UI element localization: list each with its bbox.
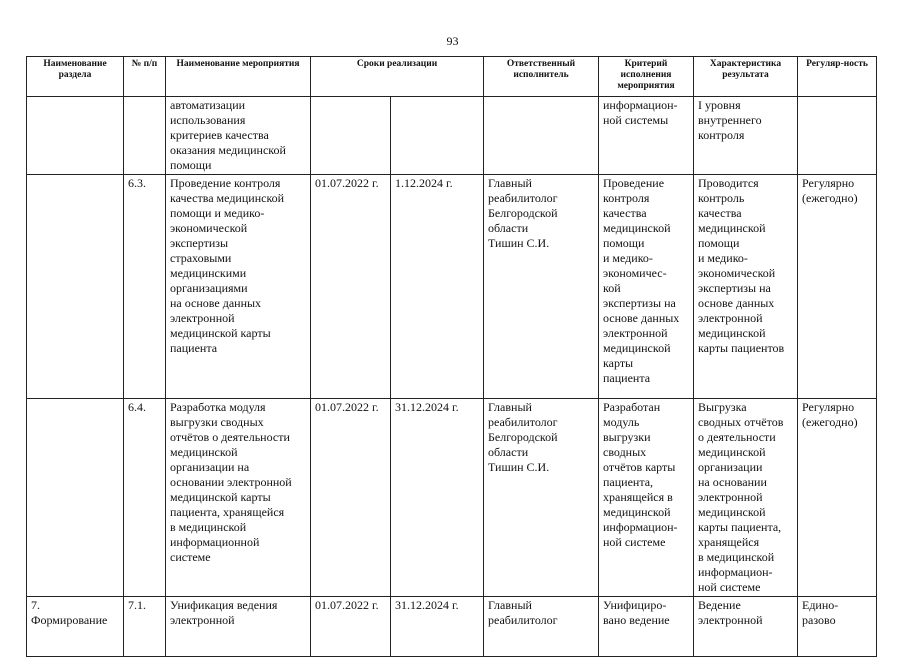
cell-end: 31.12.2024 г. [391,399,484,597]
cell-criterion: информацион- ной системы [599,97,694,175]
cell-criterion: Проведение контроля качества медицинской помощи и медико- экономичес- кой экспертизы на основе данных электронной медицинской карты пациента [599,175,694,399]
cell-regularity: Регулярно (ежегодно) [798,175,877,399]
cell-section [27,97,124,175]
cell-section [27,399,124,597]
header-section: Наименование раздела [27,57,124,97]
cell-end: 1.12.2024 г. [391,175,484,399]
cell-result: Выгрузка сводных отчётов о деятельности медицинской организации на основании электронной медицинской карты пациента, хранящейся в медицинской информацион- ной системе [694,399,798,597]
cell-end [391,97,484,175]
cell-event: автоматизации использования критериев качества оказания медицинской помощи [166,97,311,175]
cell-responsible: Главный реабилитолог Белгородской области Тишин С.И. [484,175,599,399]
header-responsible: Ответственный исполнитель [484,57,599,97]
cell-event: Разработка модуля выгрузки сводных отчётов о деятельности медицинской организации на основании электронной медицинской карты пациента, хранящейся в медицинской информационной системе [166,399,311,597]
table-row [27,399,877,597]
cell-start: 01.07.2022 г. [311,399,391,597]
cell-regularity [798,97,877,175]
cell-num: 6.4. [124,399,166,597]
cell-responsible: Главный реабилитолог [484,597,599,657]
cell-result: Ведение электронной [694,597,798,657]
cell-num [124,97,166,175]
table-row [27,175,877,399]
cell-result: I уровня внутреннего контроля [694,97,798,175]
header-criterion: Критерий исполнения мероприятия [599,57,694,97]
page-number: 93 [446,34,459,48]
cell-regularity: Едино- разово [798,597,877,657]
cell-start [311,97,391,175]
header-regularity: Регуляр-ность [798,57,877,97]
header-row [27,57,877,97]
cell-num: 6.3. [124,175,166,399]
table-row [27,97,877,175]
cell-event: Проведение контроля качества медицинской помощи и медико- экономической экспертизы страховыми медицинскими организациями на основе данных электронной медицинской карты пациента [166,175,311,399]
cell-end: 31.12.2024 г. [391,597,484,657]
cell-section [27,175,124,399]
header-num: № п/п [124,57,166,97]
cell-criterion: Разработан модуль выгрузки сводных отчётов карты пациента, хранящейся в медицинской информацион- ной системе [599,399,694,597]
cell-result: Проводится контроль качества медицинской помощи и медико- экономической экспертизы на основе данных электронной медицинской карты пациентов [694,175,798,399]
cell-start: 01.07.2022 г. [311,597,391,657]
cell-responsible: Главный реабилитолог Белгородской области Тишин С.И. [484,399,599,597]
cell-num: 7.1. [124,597,166,657]
header-result: Характеристика результата [694,57,798,97]
cell-event: Унификация ведения электронной [166,597,311,657]
plan-table [26,56,877,657]
cell-regularity: Регулярно (ежегодно) [798,399,877,597]
cell-criterion: Унифициро- вано ведение [599,597,694,657]
header-event: Наименование мероприятия [166,57,311,97]
header-period: Сроки реализации [311,57,484,97]
table-row [27,597,877,657]
cell-responsible [484,97,599,175]
cell-section: 7. Формирование [27,597,124,657]
cell-start: 01.07.2022 г. [311,175,391,399]
